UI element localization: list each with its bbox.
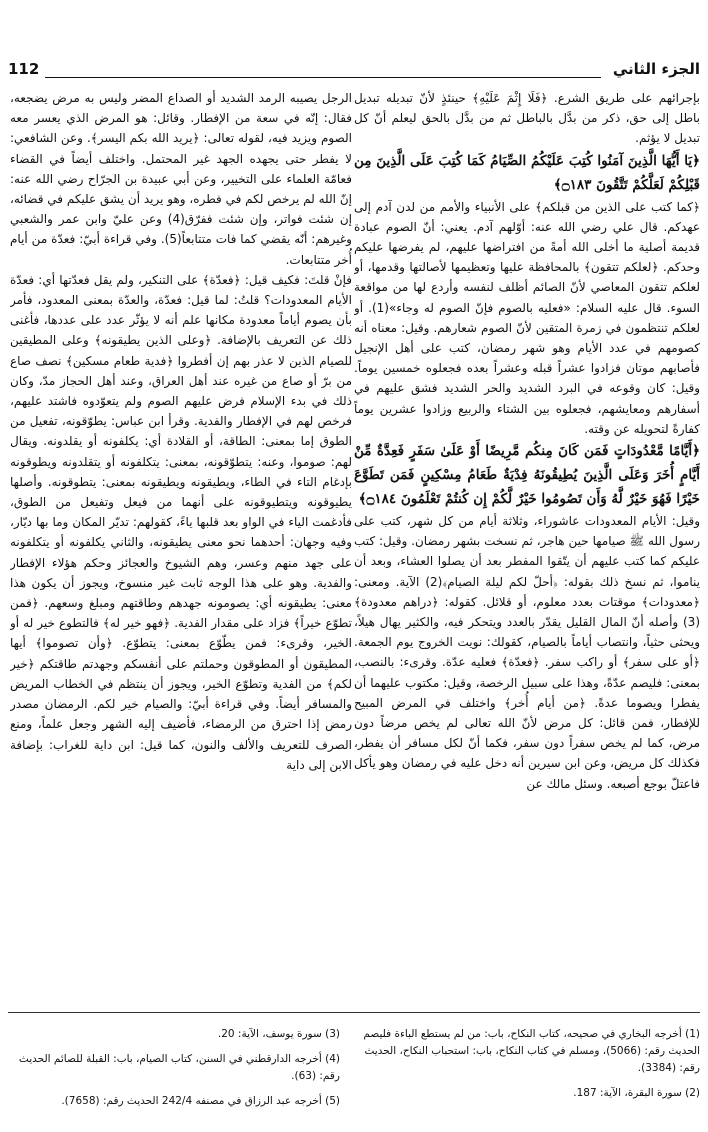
page-number: 112 xyxy=(8,60,40,78)
quran-verse-184: ﴿أَيَّامًا مَّعْدُودَاتٍ فَمَن كَانَ مِنكُم مَّرِيضًا أَوْ عَلَىٰ سَفَرٍ فَعِدَّةٌ مِّنْ أَيَّامٍ أُخَرَ وَعَلَى الَّذِينَ يُطِيقُونَهُ فِدْيَةٌ طَعَامُ مِسْكِينٍ فَمَن تَطَوَّعَ خَيْرًا فَهُوَ خَيْرٌ لَّهُ وَأَن تَصُومُوا خَيْرٌ لَّكُمْ إِن كُنتُمْ تَعْلَمُونَ ۝١٨٤﴾ xyxy=(354,443,700,508)
paragraph: الرجل يصيبه الرمد الشديد أو الصداع المضر وليس به مرض يضجعه، فقال: إنّه في سعة من الإفطار. وقائل: هو المرض الذي يعسر معه الصوم ويزيد فيه، لقوله تعالى: ﴿يريد الله بكم اليسر﴾. وعن الشافعي: لا يفطر حتى يجهده الجهد غير المحتمل. واختلف أيضاً في القضاء فعامّة العلماء على التخيير، وعن أبي عبيدة بن الجرّاح رضي الله عنه: إنّ الله لم يرخص لكم في فطره، وهو يريد أن يشق عليكم في قضائه، إن شئت فواتر، وإن شئت ففرّق(4) وعن عليّ وابن عمر والشعبي وغيرهم: أنّه يقضي كما فات متتابعاً(5). وفي قراءة أبيّ: فعدّة من أيام أُخر متتابعات. xyxy=(10,91,352,267)
footnote: (4) أخرجه الدارقطني في السنن، كتاب الصيام، باب: القبلة للصائم الحديث رقم: (63). xyxy=(18,1053,340,1082)
footnote: (3) سورة يوسف، الآية: 20. xyxy=(217,1028,340,1040)
paragraph: ﴿كما كتب على الذين من قبلكم﴾ على الأنبياء والأمم من لدن آدم إلى عهدكم. قال علي رضي الله عنه: أوّلهم آدم. يعني: أنّ الصوم عبادة قديمة أصلية ما أخلى الله أمةً من افتراضها عليهم، لم يفرضها عليكم وحدكم. ﴿لعلكم تتقون﴾ بالمحافظة عليها وتعظيمها لأصالتها وقدمها، أو لعلكم تتقون المعاصي لأنّ الصائم أظلف لنفسه وأردع لها من مواقعة السوء. قال عليه السلام: «فعليه بالصوم فإنّ الصوم له وجاء»(1). أو لعلكم تنتظمون في زمرة المتقين لأنّ الصوم شعارهم. وقيل: معناه أنه كصومهم في عدد الأيام وهو شهر رمضان، كتب على أهل الإنجيل فأصابهم موتان فزادوا عشراً قبله وعشراً بعده فجعلوه خمسين يوماً. وقيل: كان وقوعه في البرد الشديد والحر الشديد فشق عليهم في أسفارهم ومعايشهم، فجعلوه بين الشتاء والربيع وزادوا عشرين يوماً كفارةً لتحويله عن وقته. xyxy=(354,199,700,436)
paragraph: فإنْ قلتَ: فكيف قيل: ﴿فعدّة﴾ على التنكير، ولم يقل فعدّتها أي: فعدّة الأيام المعدودات؟ قلتُ: لما قيل: فعدّة، والعدّة بمعنى المعدود، فأمر بأن يصوم أياماً معدودة مكانها علم أنه لا يؤثّر عدد على عددها، فأغنى ذلك عن التعريف بالإضافة. ﴿وعلى الذين يطيقونه﴾ وعلى المطيقين للصيام الذين لا عذر بهم إن أفطروا ﴿فدية طعام مسكين﴾ نصف صاع من برّ أو صاع من غيره عند أهل العراق، وعند أهل الحجاز مدّ، وكان ذلك في بدء الإسلام فرض عليهم الصوم ولم يتعوّدوه فاشتد عليهم، فرخص لهم في الإفطار والفدية. وقرأ ابن عباس: يطوّقونه، تفعيل من الطوق إما بمعنى: الطاقة، أو القلادة أي: يكلفونه أو يقلدونه. ويقال لهم: صوموا، وعنه: يتطوّقونه، بمعنى: يتكلفونه أو يتقلدونه ويطوقونه بإدغام التاء في الطاء، ويطيقونه ويطيقونه بمعنى: يتطوقونه. وأصلها يطيوقونه ويتطيوقونه على أنهما من فيعل وتفيعل من الطوق، فأدغمت الياء في الواو بعد قلبها ياءً، كقولهم: تديّر المكان وما بها ديّار، وفيه وجهان: أحدهما نحو معنى يطيقونه، والثاني يكلفونه أو يتكلفونه على جهد منهم وعسر، وهم الشيوخ والعجائز وحكم هؤلاء الإفطار والفدية. وهو على هذا الوجه ثابت غير منسوخ، ويجوز أن يكون هذا معنى: يطيقونه أي: يصومونه جهدهم وطاقتهم ومبلغ وسعهم. ﴿فمن تطوّع خيراً﴾ فزاد على مقدار الفدية. ﴿فهو خير له﴾ فالتطوع خير له أو الخير، وقرىء: فمن يطّوّع بمعنى: يتطوّع. ﴿وأن تصوموا﴾ أيها المطيقون أو المطوقون وحملتم على أنفسكم وجهدتم طاقتكم ﴿خير لكم﴾ من الفدية وتطوّع الخير، ويجوز أن ينتظم في الخطاب المريض والمسافر أيضاً. وفي قراءة أبيّ: والصيام خير لكم. الرمضان مصدر رمض إذا احترق من الرمضاء، فأضيف إليه الشهر وجعل علماً، ومنع الصرف للتعريف والألف والنون، كما قيل: ابن داية للغراب: بإضافة الابن إلى داية xyxy=(10,272,352,772)
running-header xyxy=(8,56,700,78)
left-text-column xyxy=(10,88,352,998)
paragraph: بإجرائهم على طريق الشرع. ﴿فَلَا إِثْمَ عَلَيْهِ﴾ حينئذٍ لأنّ تبديله تبديل باطل إلى حق، ذكر من بدَّل بالباطل ثم من بدَّل بالحق ليعلم أنّ كل تبديل لا يؤثم. xyxy=(354,91,700,146)
footnote: (2) سورة البقرة، الآية: 187. xyxy=(573,1087,700,1099)
footnote: (1) أخرجه البخاري في صحيحه، كتاب النكاح، باب: من لم يستطع الباءة فليصم الحديث رقم: (5066)، ومسلم في كتاب النكاح، باب: استحباب النكاح، الحديث رقم: (3384). xyxy=(363,1028,700,1074)
footnotes-left xyxy=(10,1026,340,1118)
header-rule xyxy=(45,68,601,78)
footnote: (5) أخرجه عبد الرزاق في مصنفه 242/4 الحديث رقم: (7658). xyxy=(61,1095,340,1107)
footnotes-right xyxy=(360,1026,700,1110)
paragraph: وقيل: الأيام المعدودات عاشوراء، وثلاثة أيام من كل شهر، كتب على رسول الله ﷺ صيامها حين هاجر، ثم نسخت بشهر رمضان. وقيل: كتب عليكم كما كتب عليهم أن يتّقوا المفطر بعد أن يصلوا العشاء، وبعد أن يناموا، ثم نسخ ذلك بقوله: ﴿أحلّ لكم ليلة الصيام﴾(2) الآية. ومعنى: ﴿معدودات﴾ موقتات بعدد معلوم، أو قلائل. كقوله: ﴿دراهم معدودة﴾(3) وأصله أنّ المال القليل يقدّر بالعدد ويتحكر فيه، والكثير يهال هيلاً، ويحثى حثياً، وانتصاب أياماً بالصيام، كقولك: نويت الخروج يوم الجمعة. ﴿أو على سفر﴾ أو راكب سفر. ﴿فعدّة﴾ فعليه عدّة. وقرىء: بالنصب، بمعنى: فليصم عدّةً، وهذا على سبيل الرخصة، وقيل: مكتوب عليهما أن يفطرا ويصوما عدةً. ﴿من أيام أُخر﴾ واختلف في المرض المبيح للإفطار، فمن قائل: كل مرض لأنّ الله تعالى لم يخص مرضاً دون مرض، كما لم يخص سفراً دون سفر، فكما أنّ لكل مسافر أن يفطر، فكذلك كل مريض، وعن ابن سيرين أنه دخل عليه في رمضان وهو يأكل فاعتلّ بوجع أصبعه. وسئل مالك عن xyxy=(354,514,700,791)
right-text-column xyxy=(354,88,700,998)
part-title: الجزء الثاني xyxy=(612,60,700,78)
footnote-divider xyxy=(8,1012,700,1013)
quran-verse-183: ﴿يَا أَيُّهَا الَّذِينَ آمَنُوا كُتِبَ عَلَيْكُمُ الصِّيَامُ كَمَا كُتِبَ عَلَى الَّذِينَ مِن قَبْلِكُمْ لَعَلَّكُمْ تَتَّقُونَ ۝١٨٣﴾ xyxy=(354,152,700,193)
